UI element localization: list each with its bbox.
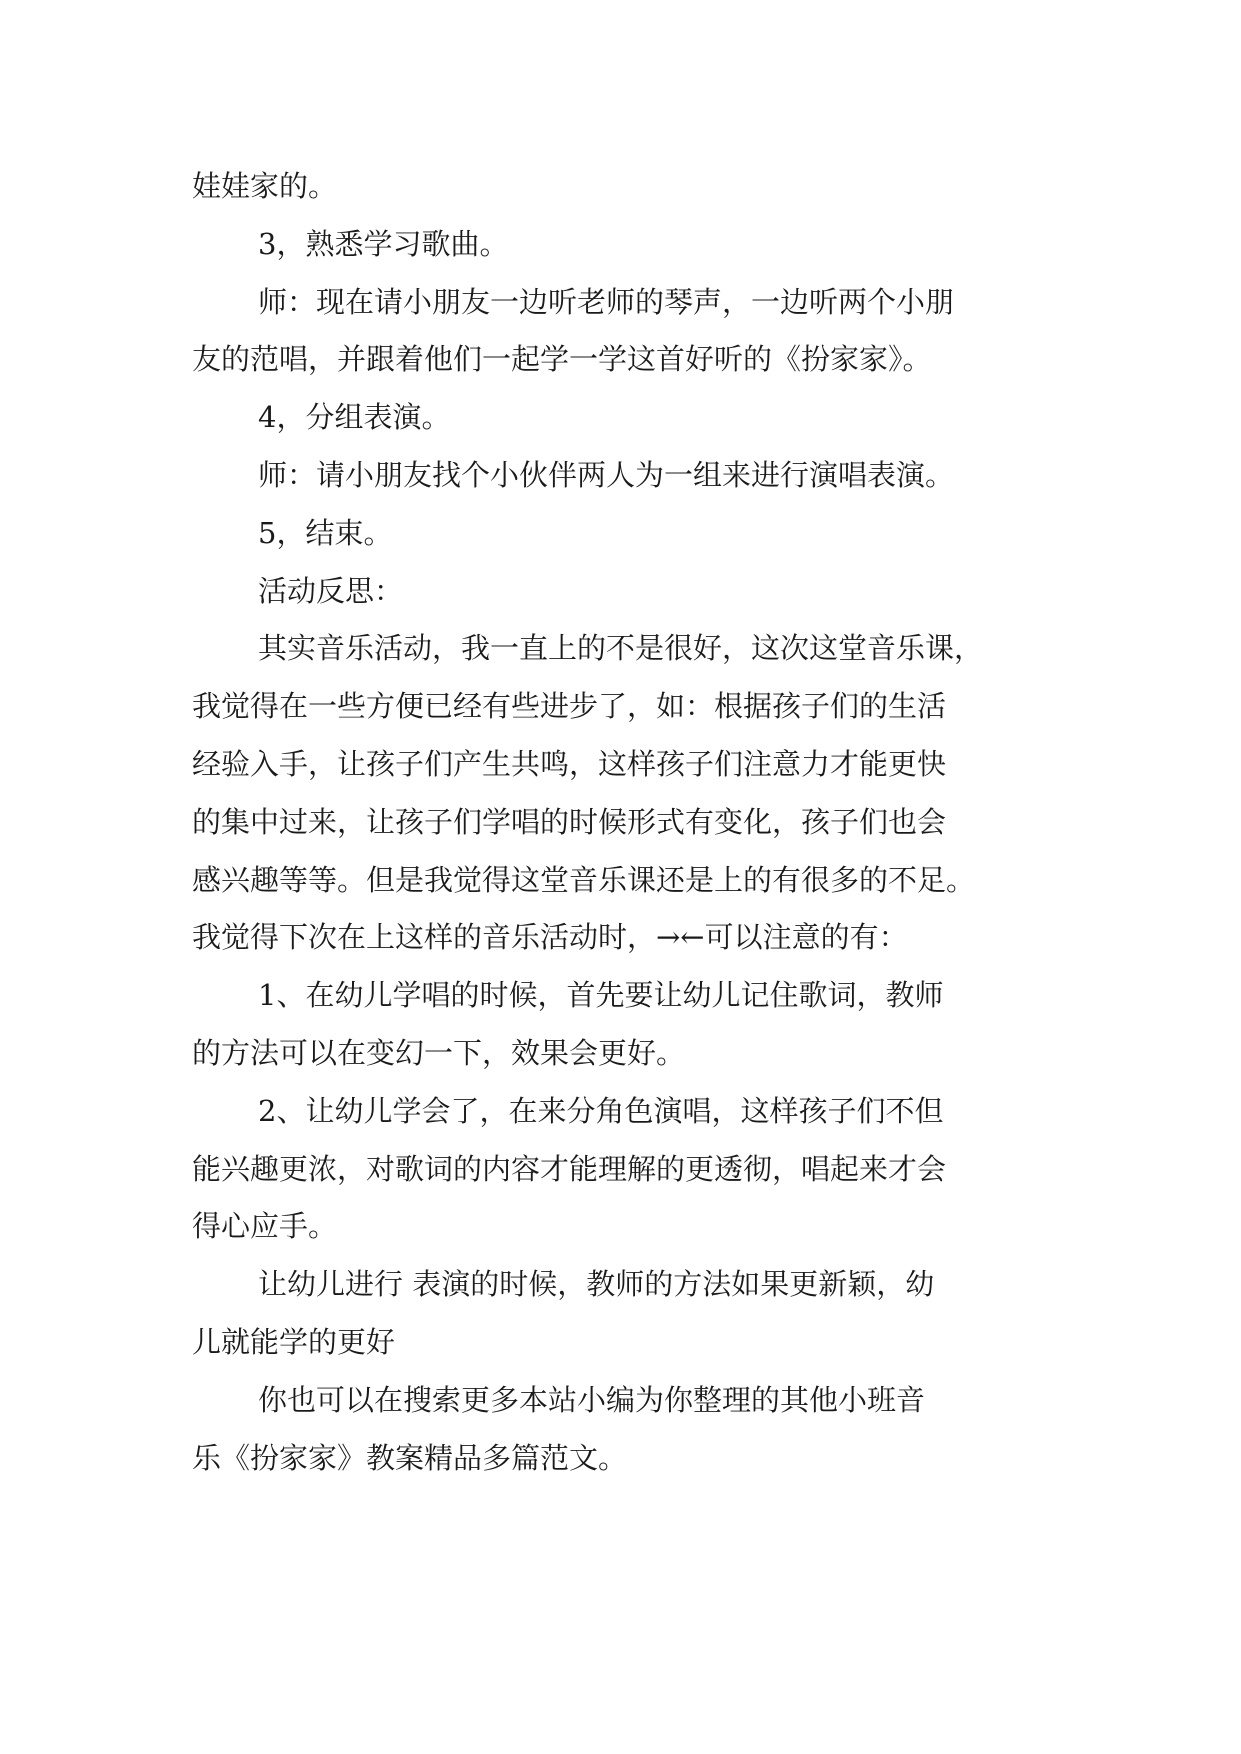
text-line: 3，熟悉学习歌曲。 bbox=[258, 226, 509, 261]
text-line: 其实音乐活动，我一直上的不是很好，这次这堂音乐课， bbox=[258, 631, 984, 666]
text-line: 1、在幼儿学唱的时候，首先要让幼儿记住歌词，教师 bbox=[258, 978, 944, 1013]
text-line: 你也可以在搜索更多本站小编为你整理的其他小班音 bbox=[258, 1382, 926, 1417]
text-line: 让幼儿进行 表演的时候，教师的方法如果更新颖，幼 bbox=[258, 1267, 935, 1302]
text-line: 经验入手，让孩子们产生共鸣，这样孩子们注意力才能更快 bbox=[192, 746, 947, 781]
text-line: 儿就能学的更好 bbox=[192, 1324, 396, 1359]
text-line: 4，分组表演。 bbox=[258, 400, 451, 435]
text-line: 的集中过来，让孩子们学唱的时候形式有变化，孩子们也会 bbox=[192, 804, 947, 839]
text-line: 感兴趣等等。但是我觉得这堂音乐课还是上的有很多的不足。 bbox=[192, 862, 976, 897]
text-line: 2、让幼儿学会了，在来分角色演唱，这样孩子们不但 bbox=[258, 1093, 944, 1128]
text-line: 师：请小朋友找个小伙伴两人为一组来进行演唱表演。 bbox=[258, 457, 955, 492]
text-line: 5，结束。 bbox=[258, 515, 393, 550]
text-line: 活动反思： bbox=[258, 573, 404, 608]
text-line: 师：现在请小朋友一边听老师的琴声，一边听两个小朋 bbox=[258, 284, 955, 319]
text-line: 我觉得下次在上这样的音乐活动时，→←可以注意的有： bbox=[192, 920, 908, 955]
document-body bbox=[192, 158, 1072, 1487]
text-line: 娃娃家的。 bbox=[192, 169, 338, 203]
text-line: 能兴趣更浓，对歌词的内容才能理解的更透彻，唱起来才会 bbox=[192, 1151, 947, 1186]
text-line: 友的范唱，并跟着他们一起学一学这首好听的《扮家家》。 bbox=[192, 342, 932, 377]
text-line: 我觉得在一些方便已经有些进步了，如：根据孩子们的生活 bbox=[192, 689, 947, 724]
text-line: 乐《扮家家》教案精品多篇范文。 bbox=[192, 1440, 628, 1475]
text-line: 的方法可以在变幻一下，效果会更好。 bbox=[192, 1035, 686, 1070]
text-line: 得心应手。 bbox=[192, 1209, 338, 1244]
